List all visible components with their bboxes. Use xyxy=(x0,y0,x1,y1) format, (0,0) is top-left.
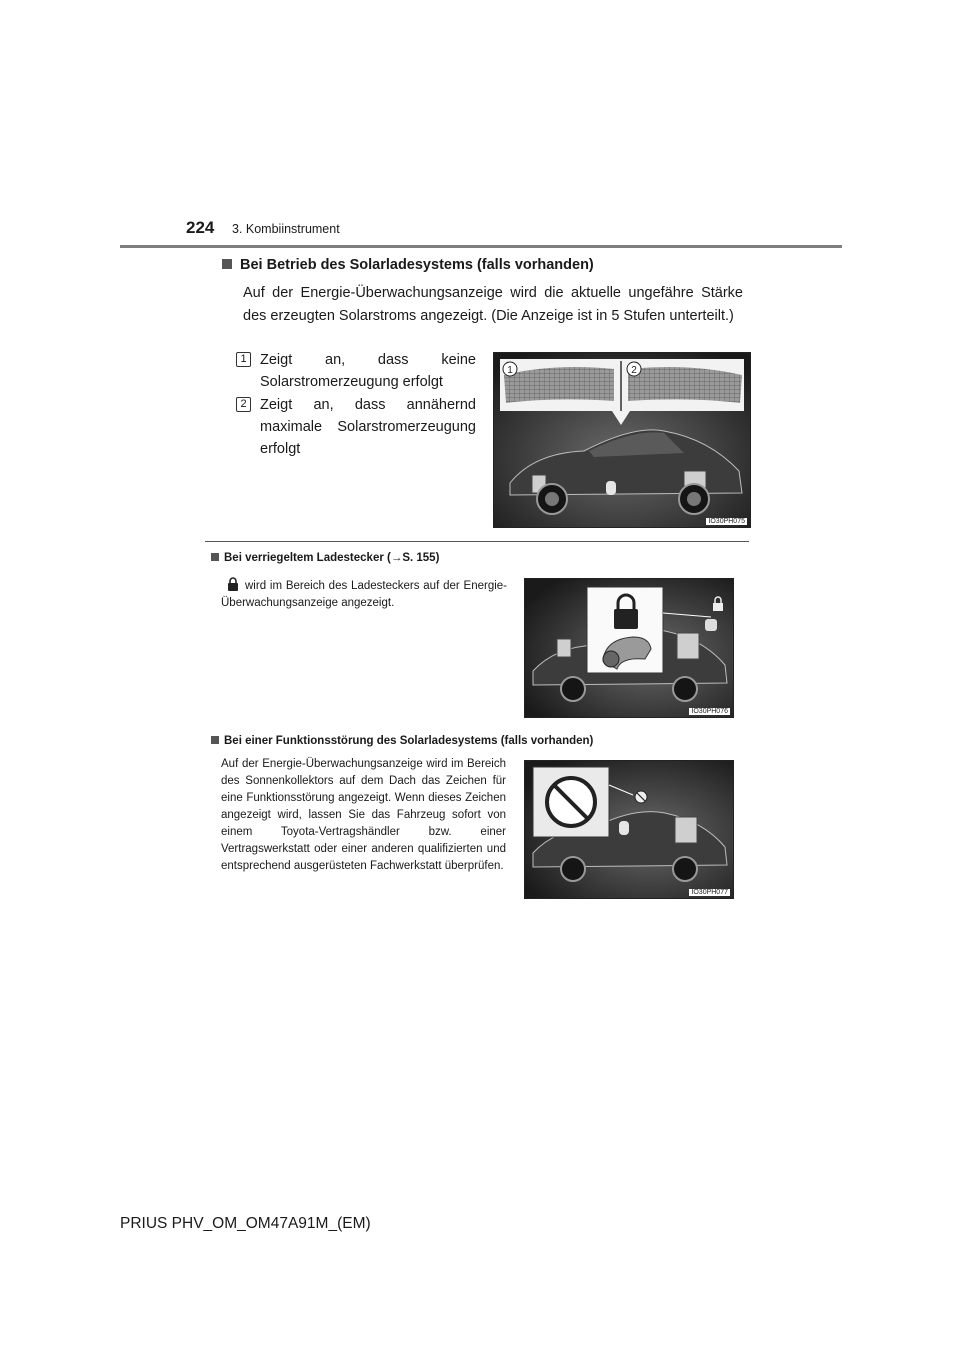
square-bullet-icon xyxy=(211,553,219,561)
section-divider xyxy=(205,541,749,542)
section-heading-text: Bei verriegeltem Ladestecker (→S. 155) xyxy=(224,552,440,564)
section-heading-text: Bei einer Funktionsstörung des Solarladesystems (falls vorhanden) xyxy=(224,735,594,747)
solar-malfunction-figure xyxy=(524,760,734,899)
solar-display-figure xyxy=(493,352,751,528)
item-number-badge: 2 xyxy=(236,397,251,412)
header-rule xyxy=(120,245,842,248)
figure-id: IO30PH077 xyxy=(691,889,728,896)
lock-icon xyxy=(227,577,239,591)
section-heading-lock xyxy=(211,552,439,564)
section-heading-malfunction xyxy=(211,735,593,747)
callout-1: 1 xyxy=(507,365,513,376)
doc-code: PRIUS PHV_OM_OM47A91M_(EM) xyxy=(120,1215,371,1232)
section-heading-text: Bei Betrieb des Solarladesystems (falls vorhanden) xyxy=(240,257,594,273)
item-number-badge: 1 xyxy=(236,352,251,367)
callout-2: 2 xyxy=(631,365,637,376)
lock-paragraph xyxy=(221,577,507,612)
figure-id: IO30PH076 xyxy=(691,708,728,715)
plug-lock-figure xyxy=(524,578,734,718)
solar-paragraph: Auf der Energie-Überwachungsanzeige wird die aktuelle ungefähre Stärke des erzeugten Solarstroms angezeigt. (Die Anzeige ist in 5 Stufen unterteilt.) xyxy=(243,285,743,324)
chapter-title: 3. Kombiinstrument xyxy=(232,222,340,236)
item-no-solar-text: Zeigt an, dass keine Solarstromerzeugung erfolgt xyxy=(260,352,476,390)
section-heading-solar xyxy=(222,257,594,273)
page-number: 224 xyxy=(186,218,215,237)
square-bullet-icon xyxy=(211,736,219,744)
figure-id: IO30PH075 xyxy=(708,518,745,525)
item-max-solar-text: Zeigt an, dass annähernd maximale Solarstromerzeugung erfolgt xyxy=(260,397,476,457)
square-bullet-icon xyxy=(222,259,232,269)
malfunction-paragraph: Auf der Energie-Überwachungsanzeige wird im Bereich des Sonnenkollektors auf dem Dach das Zeichen für eine Funktionsstörung angezeigt. Wenn dieses Zeichen angezeigt wird, lassen Sie das Fahrzeug sofort von einem Toyota-Vertragshändler bzw. einer Vertragswerkstatt oder einer anderen qualifizierten und entsprechend ausgerüsteten Fachwerkstatt überprüfen. xyxy=(221,758,506,872)
lock-paragraph-text: wird im Bereich des Ladesteckers auf der Energie-Überwachungsanzeige angezeigt. xyxy=(221,580,507,609)
